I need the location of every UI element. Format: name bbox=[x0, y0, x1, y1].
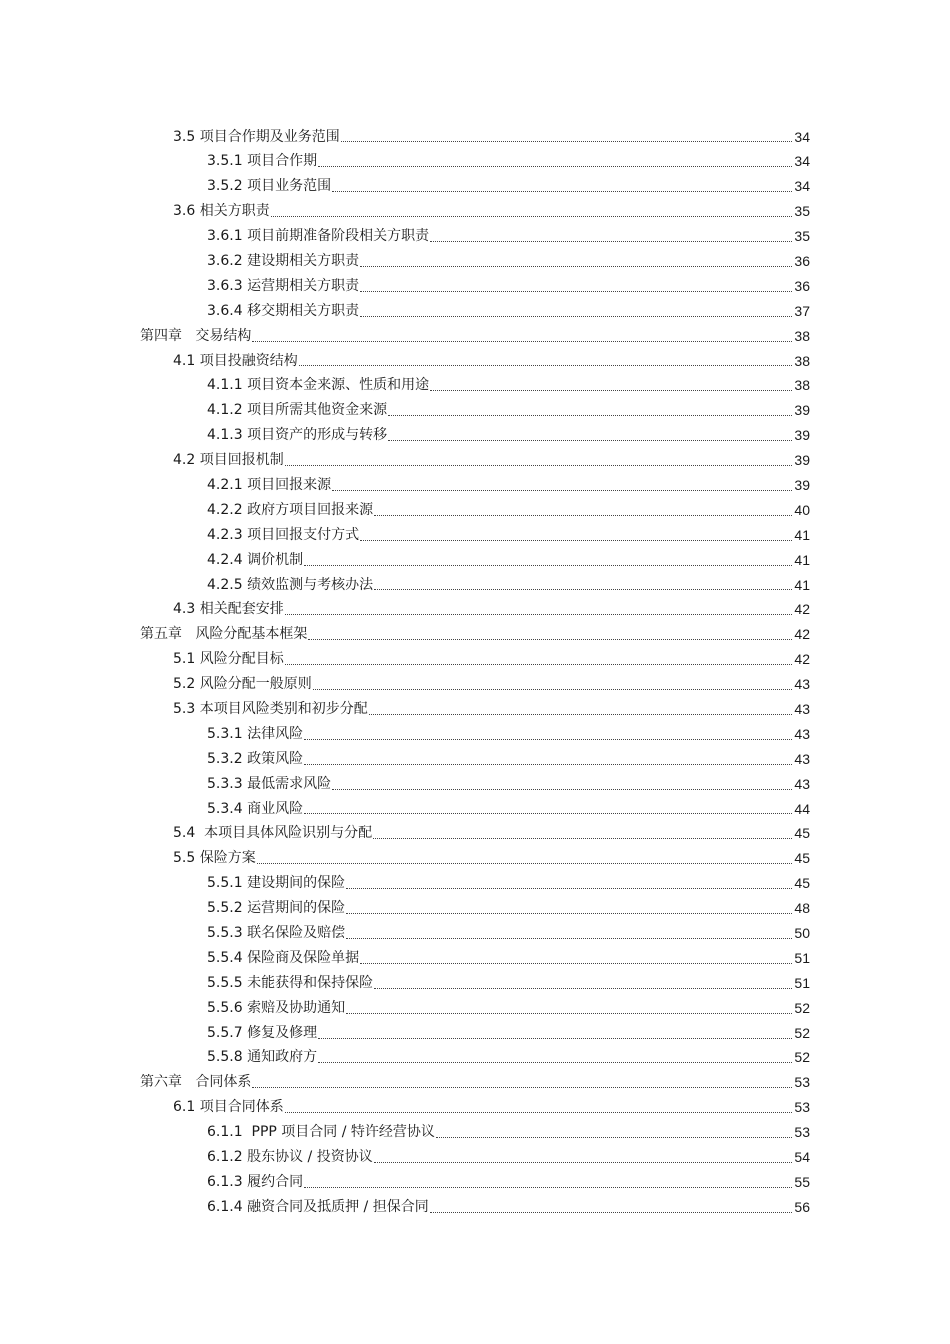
toc-entry-title: 5.5.7 修复及修理 bbox=[207, 1024, 318, 1041]
toc-entry-title: 第四章 交易结构 bbox=[140, 327, 252, 344]
toc-entry-page-number: 53 bbox=[794, 1074, 810, 1091]
toc-dot-leader bbox=[332, 789, 792, 790]
toc-dot-leader bbox=[388, 440, 792, 441]
toc-entry[interactable] bbox=[0, 1095, 950, 1120]
table-of-contents bbox=[0, 125, 950, 1220]
toc-dot-leader bbox=[332, 490, 792, 491]
toc-entry-title: 4.1 项目投融资结构 bbox=[173, 352, 298, 369]
toc-dot-leader bbox=[430, 1212, 793, 1213]
toc-entry[interactable] bbox=[0, 1045, 950, 1070]
toc-entry-title: 5.5.5 未能获得和保持保险 bbox=[207, 974, 374, 991]
toc-entry[interactable] bbox=[0, 672, 950, 697]
toc-entry-page-number: 34 bbox=[794, 153, 810, 170]
toc-dot-leader bbox=[430, 241, 792, 242]
toc-entry-page-number: 52 bbox=[794, 1049, 810, 1066]
toc-entry-page-number: 39 bbox=[794, 452, 810, 469]
toc-entry-page-number: 44 bbox=[794, 800, 810, 817]
toc-entry-page-number: 52 bbox=[794, 1024, 810, 1041]
toc-entry-title: 5.4 本项目具体风险识别与分配 bbox=[173, 825, 373, 842]
toc-entry[interactable] bbox=[0, 1170, 950, 1195]
toc-entry[interactable] bbox=[0, 697, 950, 722]
toc-entry-title: 6.1.1 PPP 项目合同 / 特许经营协议 bbox=[207, 1124, 435, 1141]
toc-dot-leader bbox=[360, 540, 792, 541]
toc-entry-title: 3.6.4 移交期相关方职责 bbox=[207, 302, 360, 319]
toc-dot-leader bbox=[304, 1187, 792, 1188]
toc-entry-page-number: 41 bbox=[794, 551, 810, 568]
toc-entry-page-number: 38 bbox=[794, 352, 810, 369]
toc-entry-title: 5.5.2 运营期间的保险 bbox=[207, 900, 346, 917]
toc-entry-page-number: 42 bbox=[794, 651, 810, 668]
toc-dot-leader bbox=[388, 415, 792, 416]
toc-entry-title: 6.1.2 股东协议 / 投资协议 bbox=[207, 1149, 373, 1166]
toc-entry[interactable] bbox=[0, 971, 950, 996]
toc-entry-page-number: 43 bbox=[794, 775, 810, 792]
toc-entry-page-number: 43 bbox=[794, 676, 810, 693]
toc-dot-leader bbox=[271, 216, 793, 217]
toc-entry-title: 第五章 风险分配基本框架 bbox=[140, 626, 308, 643]
toc-entry-page-number: 54 bbox=[794, 1149, 810, 1166]
toc-entry-page-number: 48 bbox=[794, 900, 810, 917]
toc-entry-page-number: 56 bbox=[794, 1198, 810, 1215]
toc-entry[interactable] bbox=[0, 249, 950, 274]
toc-entry-page-number: 50 bbox=[794, 925, 810, 941]
toc-entry-page-number: 45 bbox=[794, 875, 810, 892]
toc-dot-leader bbox=[304, 813, 792, 814]
toc-entry[interactable] bbox=[0, 597, 950, 622]
toc-entry-title: 4.2.5 绩效监测与考核办法 bbox=[207, 576, 374, 593]
toc-entry-page-number: 39 bbox=[794, 427, 810, 444]
toc-entry[interactable] bbox=[0, 821, 950, 846]
toc-dot-leader bbox=[299, 365, 793, 366]
toc-entry-title: 3.5 项目合作期及业务范围 bbox=[173, 128, 340, 145]
toc-entry[interactable] bbox=[0, 722, 950, 747]
toc-entry[interactable] bbox=[0, 548, 950, 573]
toc-entry[interactable] bbox=[0, 647, 950, 672]
toc-dot-leader bbox=[374, 988, 792, 989]
toc-dot-leader bbox=[285, 1112, 793, 1113]
toc-entry-title: 4.1.1 项目资本金来源、性质和用途 bbox=[207, 377, 430, 394]
toc-entry-title: 3.6 相关方职责 bbox=[173, 203, 270, 220]
toc-entry[interactable] bbox=[0, 473, 950, 498]
toc-entry[interactable] bbox=[0, 199, 950, 224]
toc-entry-title: 4.2.2 政府方项目回报来源 bbox=[207, 501, 374, 518]
toc-dot-leader bbox=[318, 1062, 792, 1063]
toc-entry[interactable] bbox=[0, 274, 950, 299]
toc-entry-page-number: 43 bbox=[794, 700, 810, 717]
toc-entry-page-number: 42 bbox=[794, 601, 810, 618]
toc-entry[interactable] bbox=[0, 125, 950, 150]
toc-entry-title: 3.6.3 运营期相关方职责 bbox=[207, 277, 360, 294]
toc-dot-leader bbox=[341, 141, 793, 142]
toc-entry-title: 4.2.1 项目回报来源 bbox=[207, 476, 332, 493]
toc-entry-title: 3.6.1 项目前期准备阶段相关方职责 bbox=[207, 228, 430, 245]
toc-entry-page-number: 53 bbox=[794, 1124, 810, 1141]
toc-entry-title: 4.2.3 项目回报支付方式 bbox=[207, 526, 360, 543]
toc-entry[interactable] bbox=[0, 373, 950, 398]
toc-entry-page-number: 38 bbox=[794, 327, 810, 344]
toc-dot-leader bbox=[285, 664, 793, 665]
toc-entry-page-number: 43 bbox=[794, 750, 810, 767]
toc-dot-leader bbox=[360, 963, 792, 964]
toc-entry-title: 5.3.4 商业风险 bbox=[207, 800, 304, 817]
toc-entry-title: 6.1.3 履约合同 bbox=[207, 1173, 304, 1190]
toc-entry-title: 5.3.3 最低需求风险 bbox=[207, 775, 332, 792]
toc-entry-title: 6.1.4 融资合同及抵质押 / 担保合同 bbox=[207, 1198, 429, 1215]
toc-dot-leader bbox=[374, 515, 792, 516]
toc-entry-page-number: 36 bbox=[794, 252, 810, 269]
toc-entry[interactable] bbox=[0, 573, 950, 598]
toc-entry-title: 5.5.1 建设期间的保险 bbox=[207, 875, 346, 892]
toc-entry[interactable] bbox=[0, 423, 950, 448]
toc-entry-page-number: 52 bbox=[794, 999, 810, 1016]
toc-entry[interactable] bbox=[0, 1195, 950, 1220]
toc-entry[interactable] bbox=[0, 996, 950, 1021]
toc-entry[interactable] bbox=[0, 398, 950, 423]
toc-entry[interactable] bbox=[0, 921, 950, 946]
toc-dot-leader bbox=[313, 689, 793, 690]
toc-entry-page-number: 53 bbox=[794, 1099, 810, 1116]
toc-entry-title: 4.1.2 项目所需其他资金来源 bbox=[207, 402, 388, 419]
toc-entry-page-number: 39 bbox=[794, 476, 810, 493]
toc-dot-leader bbox=[346, 888, 792, 889]
toc-entry[interactable] bbox=[0, 1021, 950, 1046]
toc-entry-page-number: 43 bbox=[794, 725, 810, 742]
toc-entry[interactable] bbox=[0, 498, 950, 523]
toc-dot-leader bbox=[308, 639, 792, 640]
toc-entry-title: 5.1 风险分配目标 bbox=[173, 651, 284, 668]
toc-dot-leader bbox=[360, 291, 792, 292]
toc-entry-page-number: 51 bbox=[794, 949, 810, 966]
toc-entry[interactable] bbox=[0, 747, 950, 772]
toc-entry-title: 5.5.3 联名保险及赔偿 bbox=[207, 925, 346, 941]
toc-entry[interactable] bbox=[0, 946, 950, 971]
toc-entry-title: 5.5.4 保险商及保险单据 bbox=[207, 949, 360, 966]
toc-entry-title: 第六章 合同体系 bbox=[140, 1074, 252, 1091]
toc-entry[interactable] bbox=[0, 871, 950, 896]
toc-dot-leader bbox=[257, 863, 793, 864]
toc-entry-page-number: 55 bbox=[794, 1173, 810, 1190]
toc-entry-title: 5.3 本项目风险类别和初步分配 bbox=[173, 700, 368, 717]
toc-entry[interactable] bbox=[0, 797, 950, 822]
toc-entry-page-number: 34 bbox=[794, 128, 810, 145]
toc-entry-page-number: 41 bbox=[794, 526, 810, 543]
toc-entry-title: 5.3.2 政策风险 bbox=[207, 750, 304, 767]
toc-dot-leader bbox=[318, 166, 792, 167]
toc-entry-title: 5.3.1 法律风险 bbox=[207, 725, 304, 742]
toc-entry[interactable] bbox=[0, 299, 950, 324]
toc-dot-leader bbox=[374, 589, 792, 590]
toc-dot-leader bbox=[346, 913, 792, 914]
toc-entry[interactable] bbox=[0, 622, 950, 647]
toc-dot-leader bbox=[285, 465, 793, 466]
toc-entry-page-number: 45 bbox=[794, 825, 810, 842]
toc-entry-page-number: 37 bbox=[794, 302, 810, 319]
toc-entry-page-number: 34 bbox=[794, 178, 810, 195]
toc-entry-page-number: 45 bbox=[794, 850, 810, 867]
toc-entry-page-number: 35 bbox=[794, 228, 810, 245]
toc-dot-leader bbox=[360, 266, 792, 267]
toc-entry[interactable] bbox=[0, 772, 950, 797]
toc-dot-leader bbox=[346, 1013, 792, 1014]
toc-entry-title: 4.3 相关配套安排 bbox=[173, 601, 284, 618]
toc-dot-leader bbox=[360, 316, 792, 317]
toc-dot-leader bbox=[318, 1038, 792, 1039]
toc-entry-page-number: 36 bbox=[794, 277, 810, 294]
toc-entry-title: 3.5.2 项目业务范围 bbox=[207, 178, 332, 195]
toc-entry-page-number: 35 bbox=[794, 203, 810, 220]
toc-entry-page-number: 51 bbox=[794, 974, 810, 991]
toc-dot-leader bbox=[285, 614, 793, 615]
toc-entry-page-number: 39 bbox=[794, 402, 810, 419]
toc-entry-page-number: 40 bbox=[794, 501, 810, 518]
toc-dot-leader bbox=[304, 565, 792, 566]
toc-dot-leader bbox=[252, 341, 792, 342]
toc-entry[interactable] bbox=[0, 349, 950, 374]
toc-dot-leader bbox=[436, 1137, 793, 1138]
toc-dot-leader bbox=[369, 714, 793, 715]
toc-dot-leader bbox=[374, 1162, 793, 1163]
toc-entry-title: 4.2 项目回报机制 bbox=[173, 452, 284, 469]
toc-dot-leader bbox=[304, 764, 792, 765]
toc-entry[interactable] bbox=[0, 896, 950, 921]
toc-entry[interactable] bbox=[0, 149, 950, 174]
toc-entry[interactable] bbox=[0, 174, 950, 199]
toc-entry[interactable] bbox=[0, 523, 950, 548]
toc-entry[interactable] bbox=[0, 1070, 950, 1095]
toc-entry[interactable] bbox=[0, 846, 950, 871]
toc-entry[interactable] bbox=[0, 1145, 950, 1170]
toc-entry[interactable] bbox=[0, 224, 950, 249]
toc-entry[interactable] bbox=[0, 448, 950, 473]
toc-dot-leader bbox=[332, 191, 792, 192]
toc-entry-page-number: 38 bbox=[794, 377, 810, 394]
toc-dot-leader bbox=[373, 838, 792, 839]
toc-dot-leader bbox=[430, 390, 792, 391]
toc-dot-leader bbox=[304, 739, 792, 740]
toc-entry-title: 5.2 风险分配一般原则 bbox=[173, 676, 312, 693]
toc-entry[interactable] bbox=[0, 1120, 950, 1145]
toc-entry-title: 5.5.6 索赔及协助通知 bbox=[207, 999, 346, 1016]
toc-entry-title: 4.2.4 调价机制 bbox=[207, 551, 304, 568]
toc-entry-page-number: 42 bbox=[794, 626, 810, 643]
toc-dot-leader bbox=[346, 938, 792, 939]
toc-entry-title: 5.5 保险方案 bbox=[173, 850, 256, 867]
toc-dot-leader bbox=[252, 1087, 792, 1088]
toc-entry-title: 6.1 项目合同体系 bbox=[173, 1099, 284, 1116]
toc-entry-title: 3.5.1 项目合作期 bbox=[207, 153, 318, 170]
toc-entry-title: 5.5.8 通知政府方 bbox=[207, 1049, 318, 1066]
toc-entry-title: 4.1.3 项目资产的形成与转移 bbox=[207, 427, 388, 444]
toc-entry[interactable] bbox=[0, 324, 950, 349]
toc-entry-page-number: 41 bbox=[794, 576, 810, 593]
toc-entry-title: 3.6.2 建设期相关方职责 bbox=[207, 252, 360, 269]
